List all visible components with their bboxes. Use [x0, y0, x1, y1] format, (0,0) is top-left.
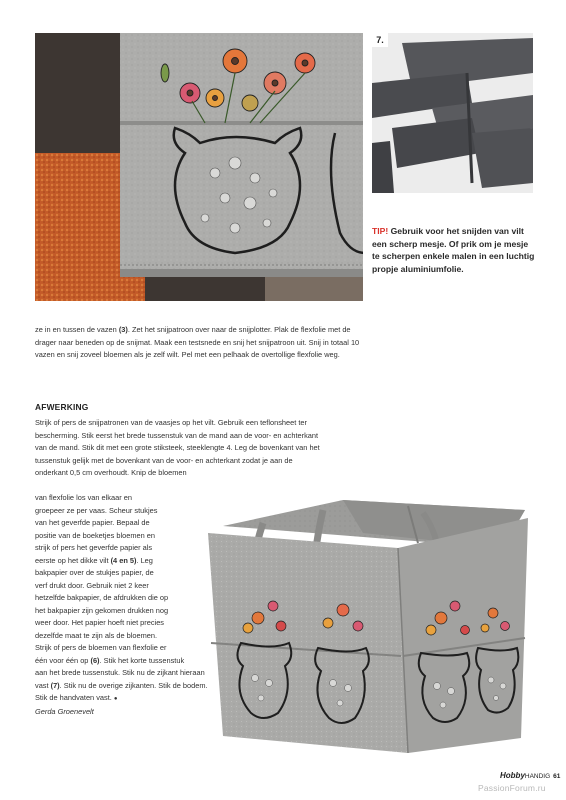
body-line: [35, 517, 210, 530]
body-run: . Stik nu de overige zijkanten. Stik de bodem.: [59, 680, 208, 690]
body-line: [35, 592, 210, 605]
step-number-label: 7.: [372, 33, 388, 47]
body-run: weer door. Het papier hoeft niet precies: [35, 618, 165, 627]
body-run: Stik de handvaten vast.: [35, 693, 114, 702]
tip-label: TIP!: [372, 226, 389, 236]
body-line: van de mand. Stik dit met een grote stiksteek, steeklengte 4. Leg de bovenkant van het: [35, 443, 320, 452]
body-line: [35, 680, 210, 693]
body-line: [35, 580, 210, 593]
body-line: [35, 530, 210, 543]
body-run: het bakpapier zijn gekomen drukken nog: [35, 605, 169, 615]
finished-bag-photo: [203, 488, 538, 758]
section-body-full: [35, 417, 365, 480]
bag-dividers-illustration: [372, 33, 533, 193]
body-run: Strijk of pers de bloemen van flexfolie er: [35, 643, 167, 652]
figure-reference: (7): [50, 680, 60, 690]
body-run: eerste op het dikke vilt: [35, 555, 111, 565]
body-run: dezelfde maat te zijn als de bloemen.: [35, 630, 158, 640]
page-number: 61: [553, 773, 561, 780]
page-footer: [500, 771, 560, 780]
body-line: [35, 567, 210, 580]
body-line: [35, 492, 210, 505]
body-run: één voor één op: [35, 655, 91, 665]
body-line: [35, 555, 210, 568]
body-run: verf drukt door. Gebruik niet 2 keer: [35, 580, 149, 590]
body-run: bakpapier over de stukjes papier, de: [35, 568, 154, 577]
body-run: vast: [35, 680, 51, 690]
body-line: [35, 605, 210, 618]
step-7-photo: [372, 33, 533, 193]
watermark-text: PassionForum.ru: [478, 783, 546, 793]
body-run: van flexfolie los van elkaar en: [35, 493, 132, 502]
author-name: Gerda Groenevelt: [35, 706, 94, 716]
body-line: Strijk of pers de snijpatronen van de vaasjes op het vilt. Gebruik een teflonsheet ter: [35, 418, 307, 427]
body-run: groepeer ze per vaas. Scheur stukjes: [35, 505, 158, 515]
body-line: [35, 505, 210, 518]
body-run: . Leg: [136, 555, 153, 565]
body-line: [35, 655, 210, 668]
section-heading: AFWERKING: [35, 402, 89, 412]
body-run: van het geverfde papier. Bepaal de: [35, 518, 150, 527]
body-line: [35, 642, 210, 655]
intro-run: ze in en tussen de vazen: [35, 325, 119, 334]
body-run: hetzelfde bakpapier, de afdrukken die op: [35, 593, 169, 602]
body-line: tussenstuk gelijk met de bovenkant van de voor- en achterkant zodat je aan de: [35, 455, 293, 465]
felt-bag-closeup-photo: [35, 33, 363, 301]
body-line: [35, 617, 210, 630]
body-run: strijk of pers het geverfde papier als: [35, 543, 153, 552]
intro-run: . Zet het snijpatroon over naar de snijplotter. Plak de flexfolie met de drager naar beneden op de snijmat. Maak een testsnede en snij het snijpatroon uit. Snij in totaal 10 vazen en snij zoveel bloemen als je zelf wilt. Pel met een pelhaak de overtollige flexfolie weg.: [35, 325, 360, 359]
body-line: [35, 667, 210, 680]
magazine-brand: Hobby: [500, 771, 525, 780]
intro-run-bold: (3): [118, 325, 128, 334]
figure-reference: (6): [90, 655, 100, 665]
body-run: . Stik het korte tussenstuk: [99, 655, 185, 665]
body-line: [35, 692, 210, 706]
body-run: aan het brede tussenstuk. Stik nu de zijkant hieraan: [35, 668, 205, 677]
end-mark-icon: ●: [113, 696, 118, 702]
tip-box: [372, 225, 537, 275]
section-body-column: [35, 492, 210, 718]
magazine-brand-suffix: HANDIG: [524, 773, 551, 780]
tip-text: Gebruik voor het snijden van vilt een scherp mesje. Of prik om je mesje te scherpen enkele malen in een luchtig propje aluminiumfolie.: [372, 226, 535, 274]
body-line: [35, 542, 210, 555]
finished-bag-illustration: [203, 488, 538, 758]
body-run: positie van de boeketjes bloemen en: [35, 530, 155, 540]
body-line: [35, 630, 210, 643]
body-line: onderkant 0,5 cm overhoudt. Knip de bloemen: [35, 468, 187, 477]
felt-bag-closeup-illustration: [35, 33, 363, 301]
figure-reference: (4 en 5): [110, 555, 137, 565]
intro-paragraph: [35, 324, 365, 362]
body-line: bescherming. Stik eerst het brede tussenstuk van de mand aan de voor- en achterkant: [35, 430, 319, 440]
